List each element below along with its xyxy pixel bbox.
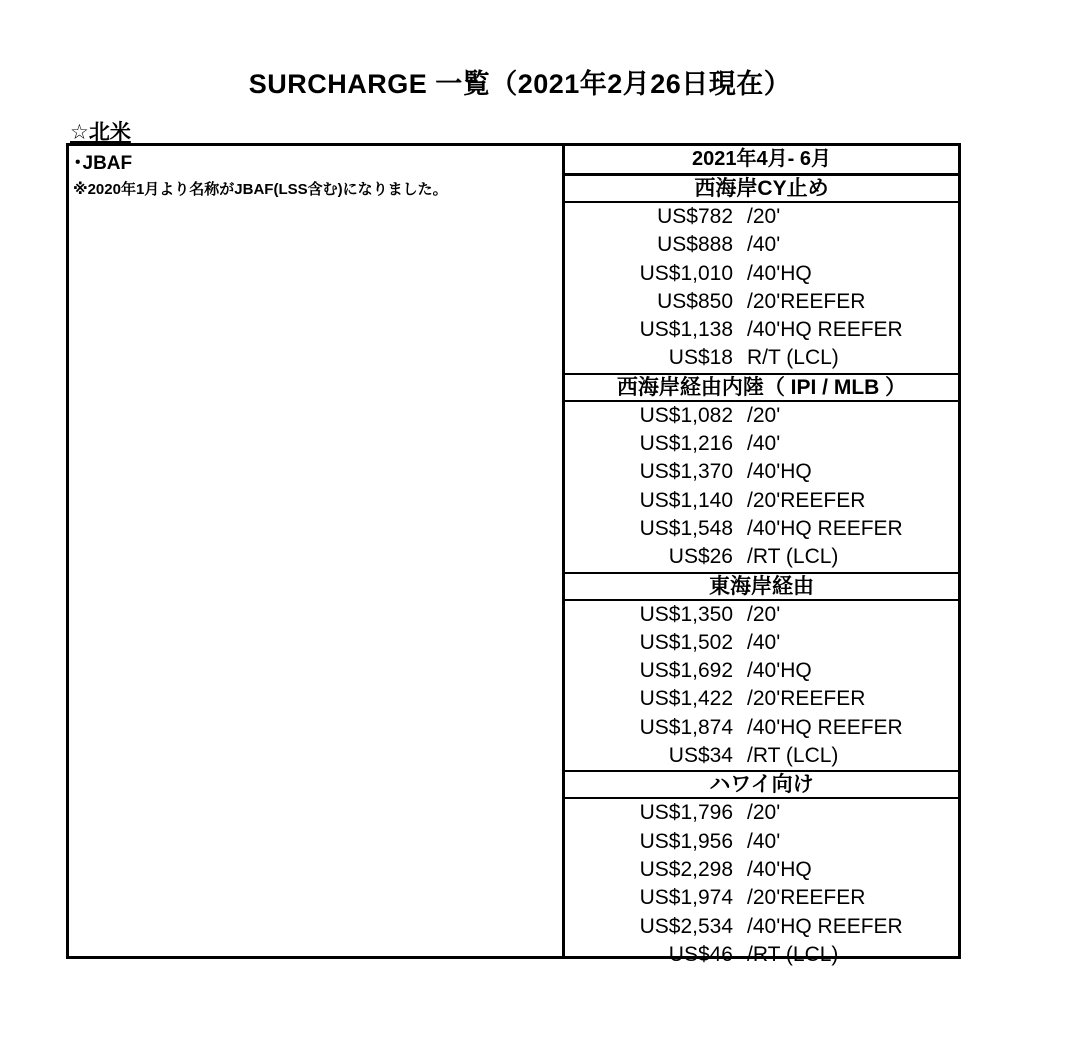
rate-amount: US$1,350 [639, 602, 733, 626]
section-heading: 西海岸経由内陸（ IPI / MLB ） [565, 373, 958, 402]
rate-section [565, 176, 958, 373]
section-heading: ハワイ向け [565, 770, 958, 799]
rate-amount: US$2,534 [639, 914, 733, 938]
section-heading: 東海岸経由 [565, 572, 958, 601]
rate-row [565, 913, 958, 941]
rate-unit: /RT (LCL) [747, 744, 839, 768]
rate-amount: US$26 [668, 545, 733, 569]
rate-amount: US$1,796 [639, 801, 733, 825]
rate-unit: R/T (LCL) [747, 346, 839, 370]
rate-sections [565, 176, 958, 969]
rate-amount: US$46 [668, 942, 733, 966]
rate-unit: /40' [747, 432, 781, 456]
rate-row [565, 714, 958, 742]
rate-amount: US$2,298 [639, 857, 733, 881]
rate-row [565, 203, 958, 231]
section-heading: 西海岸CY止め [565, 176, 958, 203]
rate-amount: US$34 [668, 744, 733, 768]
rate-unit: /20' [747, 403, 781, 427]
rate-row [565, 344, 958, 372]
rate-amount: US$782 [657, 205, 733, 228]
rate-unit: /20'REEFER [747, 488, 866, 512]
rate-unit: /40'HQ REEFER [747, 914, 903, 938]
rate-row [565, 601, 958, 629]
rate-amount: US$1,140 [639, 488, 733, 512]
rate-unit: /20'REEFER [747, 886, 866, 910]
rate-row [565, 884, 958, 912]
rate-unit: /40' [747, 829, 781, 853]
region-heading: ☆北米 [70, 121, 131, 144]
surcharge-note: ※2020年1月より名称がJBAF(LSS含む)になりました。 [73, 181, 448, 198]
rate-amount: US$1,874 [639, 715, 733, 739]
rate-row [565, 799, 958, 827]
rate-unit: /40'HQ [747, 261, 812, 285]
rate-unit: /40'HQ REEFER [747, 715, 903, 739]
surcharge-name: ･JBAF [73, 153, 133, 174]
rate-row [565, 685, 958, 713]
rate-amount: US$1,692 [639, 659, 733, 683]
surcharge-name-cell [69, 146, 565, 956]
rate-row [565, 856, 958, 884]
rate-section [565, 373, 958, 572]
rate-amount: US$888 [657, 233, 733, 257]
rate-unit: /20'REEFER [747, 289, 866, 313]
rate-amount: US$1,956 [639, 829, 733, 853]
rate-unit: /40'HQ REEFER [747, 318, 903, 342]
rate-row [565, 543, 958, 571]
rate-unit: /40'HQ REEFER [747, 516, 903, 540]
rate-amount: US$1,010 [639, 261, 733, 285]
rate-section [565, 770, 958, 969]
rate-unit: /20' [747, 205, 781, 228]
rate-row [565, 231, 958, 259]
rate-amount: US$1,548 [639, 516, 733, 540]
page-title: SURCHARGE 一覧（2021年2月26日現在） [248, 69, 792, 99]
rate-section [565, 572, 958, 771]
rate-row [565, 487, 958, 515]
rate-row [565, 402, 958, 430]
rate-unit: /20'REEFER [747, 687, 866, 711]
rate-row [565, 260, 958, 288]
rate-row [565, 657, 958, 685]
rate-row [565, 458, 958, 486]
rate-row [565, 629, 958, 657]
rate-unit: /40'HQ [747, 857, 812, 881]
rate-amount: US$18 [668, 346, 733, 370]
surcharge-table [66, 143, 961, 966]
rate-unit: /40'HQ [747, 460, 812, 484]
rate-amount: US$1,216 [639, 432, 733, 456]
rate-row [565, 828, 958, 856]
rate-row [565, 288, 958, 316]
rate-row [565, 742, 958, 770]
rate-column [565, 146, 958, 966]
rate-row [565, 430, 958, 458]
rate-row [565, 515, 958, 543]
rate-unit: /RT (LCL) [747, 942, 839, 966]
rate-amount: US$1,138 [639, 318, 733, 342]
rate-unit: /20' [747, 602, 781, 626]
rate-unit: /20' [747, 801, 781, 825]
rate-unit: /40'HQ [747, 659, 812, 683]
rate-row [565, 316, 958, 344]
rate-unit: /RT (LCL) [747, 545, 839, 569]
period-header: 2021年4月- 6月 [565, 146, 958, 176]
rate-amount: US$1,082 [639, 403, 733, 427]
rate-unit: /40' [747, 630, 781, 654]
rate-amount: US$1,422 [639, 687, 733, 711]
rate-unit: /40' [747, 233, 781, 257]
rate-amount: US$1,370 [639, 460, 733, 484]
rate-amount: US$1,974 [639, 886, 733, 910]
rate-amount: US$1,502 [639, 630, 733, 654]
rate-row [565, 941, 958, 969]
rate-amount: US$850 [657, 289, 733, 313]
